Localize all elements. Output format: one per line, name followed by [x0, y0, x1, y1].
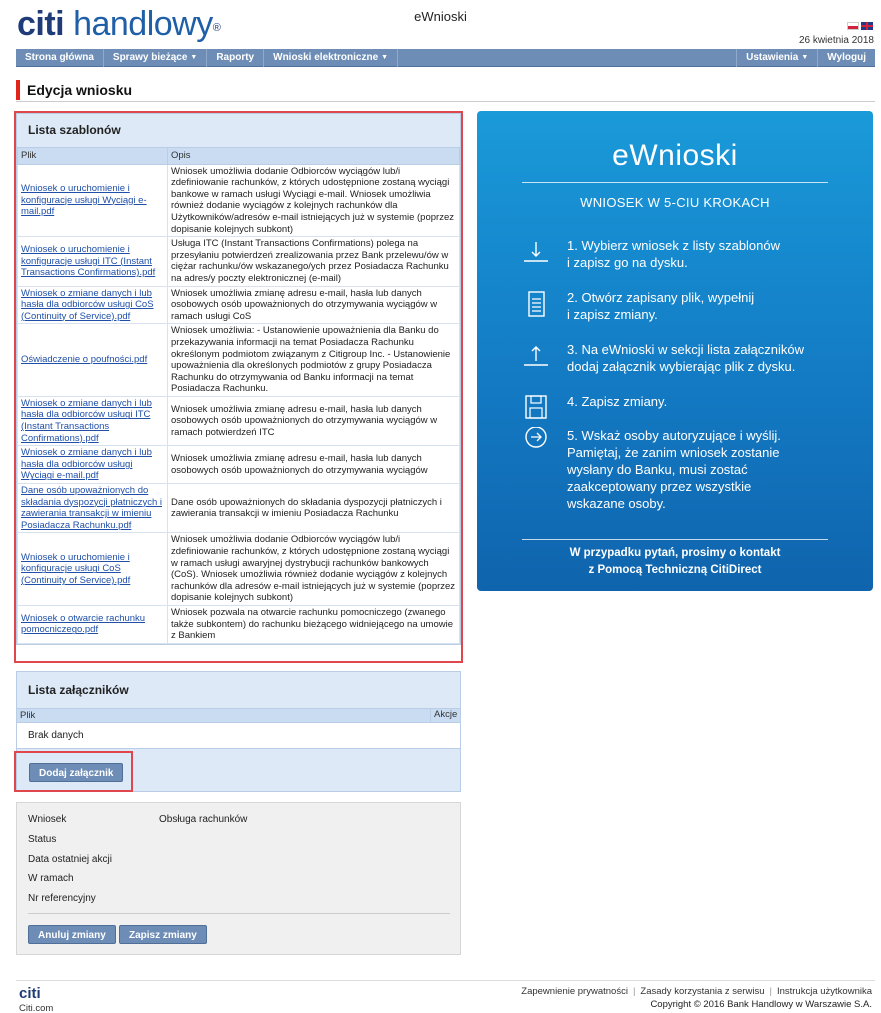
step-3-text: 3. Na eWnioski w sekcji lista załączników dodaj załącznik wybierając plik z dysku.: [567, 342, 804, 374]
info-label: Wniosek: [28, 814, 67, 825]
header: [0, 0, 881, 48]
template-file-link[interactable]: Wniosek o zmiane danych i lub hasła dla odbiorców usługi ITC (Instant Transactions Confirmations).pdf: [21, 397, 152, 444]
info-row-status: [28, 834, 56, 845]
add-attachment-button[interactable]: Dodaj załącznik: [29, 763, 123, 782]
copyright: Copyright © 2016 Bank Handlowy w Warszawie S.A.: [650, 999, 872, 1010]
nav-item-label: Sprawy bieżące: [112, 51, 188, 63]
banner-title: eWnioski: [612, 139, 738, 172]
column-header-description[interactable]: Opis: [168, 148, 460, 165]
banner-divider: [522, 539, 828, 540]
page-title: Edycja wniosku: [27, 82, 133, 98]
nav-item-label: Wyloguj: [827, 51, 866, 63]
templates-title: Lista szablonów: [28, 123, 121, 137]
caret-down-icon: ▼: [801, 53, 809, 61]
info-row-wniosek: [28, 814, 248, 825]
user-guide-link[interactable]: Instrukcja użytkownika: [776, 986, 872, 997]
info-value: Obsługa rachunków: [159, 814, 248, 825]
nav-item-label: Ustawienia: [746, 51, 799, 63]
page-title-bar: [16, 80, 875, 102]
template-description: Wniosek umożliwia zmianę adresu e-mail, hasła lub danych osobowych osób upoważnionych do otrzymywania wyciągów: [168, 446, 460, 484]
banner-divider: [522, 182, 828, 183]
current-date: 26 kwietnia 2018: [798, 35, 874, 46]
privacy-link[interactable]: Zapewnienie prywatności: [521, 986, 628, 997]
nav-item-settings[interactable]: [736, 49, 817, 67]
template-file-link[interactable]: Wniosek o zmiane danych i lub hasła dla odbiorców usługi CoS (Continuity of Service).pdf: [21, 287, 154, 322]
footer-links: [521, 986, 872, 997]
step-2-text: 2. Otwórz zapisany plik, wypełnij i zapisz zmiany.: [567, 290, 755, 322]
logo-citi: citi: [17, 5, 65, 43]
info-label: Data ostatniej akcji: [28, 854, 112, 865]
save-changes-button[interactable]: Zapisz zmiany: [119, 925, 207, 944]
caret-down-icon: ▼: [381, 53, 389, 61]
ewnioski-steps-banner: [477, 111, 873, 591]
application-info-panel: [16, 802, 461, 955]
column-header-actions: Akcje: [430, 708, 460, 723]
logo-handlowy: handlowy: [64, 5, 213, 43]
title-accent: [16, 80, 20, 100]
footer-divider: [16, 980, 875, 981]
nav-item-reports[interactable]: [207, 49, 264, 67]
template-description: Wniosek umożliwia: - Ustanowienie upoważnienia dla Banku do przekazywania informacji na temat Posiadacza Rachunku określonym podmiotom związanym z Citigroup Inc. - Ustanowienie upoważnienia dla określonych podmiotów z grupy Posiadacza Rachunku do otrzymywania od Banku informacji na temat Posiadacza Rachunku.: [168, 324, 460, 397]
template-description: Wniosek pozwala na otwarcie rachunku pomocniczego (zwanego także subkontem) do rachunku bieżącego widniejącego na umowie z Bankiem: [168, 605, 460, 643]
step-text: [567, 393, 867, 410]
step-text: [567, 237, 867, 271]
footer-link-separator: |: [632, 986, 636, 997]
info-label: Status: [28, 834, 57, 845]
template-file-link[interactable]: Oświadczenie o poufności.pdf: [21, 354, 148, 366]
template-description: Dane osób upoważnionych do składania dyspozycji płatniczych i zawierania transakcji w imieniu Posiadacza Rachunku: [168, 484, 460, 533]
template-file-link[interactable]: Dane osób upoważnionych do składania dyspozycji płatniczych i zawierania transakcji w imieniu Posiadacza Rachunku.pdf: [21, 485, 162, 531]
templates-highlight: [14, 111, 463, 663]
nav-item-current-matters[interactable]: [104, 49, 207, 67]
nav-item-label: Wnioski elektroniczne: [273, 51, 379, 63]
step-4-text: 4. Zapisz zmiany.: [567, 394, 668, 409]
info-label: Nr referencyjny: [28, 893, 96, 904]
footer-link-separator: |: [769, 986, 772, 997]
add-attachment-highlight: [14, 751, 133, 792]
column-header-file[interactable]: Plik: [18, 148, 168, 165]
attachments-title: Lista załączników: [28, 683, 129, 697]
banner-contact-note: [477, 545, 873, 579]
footer-domain[interactable]: Citi.com: [19, 1003, 54, 1013]
terms-link[interactable]: Zasady korzystania z serwisu: [640, 986, 765, 997]
logo-registered-mark: ®: [212, 22, 221, 34]
logout-button[interactable]: [817, 49, 875, 67]
arrow-circle-icon: [521, 427, 551, 457]
cancel-changes-button[interactable]: Anuluj zmiany: [28, 925, 116, 944]
info-label: W ramach: [28, 873, 74, 884]
template-description: Wniosek umożliwia dodanie Odbiorców wyciągów lub/i zdefiniowanie rachunków, z których udostępnione zostaną wyciągi w ramach usługi awaryjnej dystrybucji rachunków bankowych (CoS). Wniosek umożliwia również dodanie wyciągów z kolejnych rachunków dla adresów e-mail istniejących już w systemie (poprzez dopisanie kolejnych subkont): [168, 533, 460, 606]
footer-citi-logo[interactable]: citi: [19, 985, 41, 1002]
nav-item-label: Raporty: [216, 51, 255, 63]
template-description: Wniosek umożliwia dodanie Odbiorców wyciągów lub/i zdefiniowanie rachunków, z których udostępnione zostaną wyciągi bankowe w ramach usługi Wyciągi e-mail. Wniosek umożliwia również dodanie wyciągów z kolejnych rachunków dla Użytkowników/adresów e-mail istniejących już w systemie (poprzez dopisanie kolejnych subkont): [168, 164, 460, 237]
attachments-header: [17, 708, 460, 723]
nav-item-home[interactable]: [16, 49, 104, 67]
download-icon: [521, 237, 551, 267]
polish-flag-icon[interactable]: [847, 22, 859, 30]
template-file-link[interactable]: Wniosek o uruchomienie i konfiguracje usługi ITC (Instant Transactions Confirmations).pdf: [21, 243, 156, 279]
nav-item-label: Strona główna: [25, 51, 94, 63]
info-row-last-action: [28, 854, 112, 865]
english-flag-icon[interactable]: [861, 22, 873, 30]
template-description: Wniosek umożliwia zmianę adresu e-mail, hasła lub danych osobowych osób upoważnionych do otrzymywania wyciągów w ramach potwierdzeń ITC: [168, 396, 460, 445]
language-switcher: [847, 22, 873, 30]
step-text: [567, 341, 867, 375]
app-title: eWnioski: [414, 9, 467, 24]
nav-item-electronic-applications[interactable]: [264, 49, 398, 67]
step-5-text: 5. Wskaż osoby autoryzujące i wyślij. Pamiętaj, że zanim wniosek zostanie wysłany do Banku, musi zostać zaakceptowany przez wszystkie wskazane osoby.: [567, 428, 781, 511]
template-file-link[interactable]: Wniosek o uruchomienie i konfiguracje usługi Wyciągi e-mail.pdf: [21, 182, 147, 218]
template-file-link[interactable]: Wniosek o uruchomienie i konfiguracje usługi CoS (Continuity of Service).pdf: [21, 551, 131, 586]
document-icon: [521, 289, 551, 319]
main-nav: [16, 49, 875, 67]
step-text: [567, 289, 867, 323]
column-header-file: Plik: [20, 710, 36, 721]
upload-icon: [521, 341, 551, 371]
caret-down-icon: ▼: [190, 53, 198, 61]
banner-subtitle: WNIOSEK W 5-CIU KROKACH: [580, 195, 770, 210]
save-icon: [521, 393, 551, 423]
contact-note-text: W przypadku pytań, prosimy o kontakt z Pomocą Techniczną CitiDirect: [569, 547, 781, 576]
step-text: [567, 427, 867, 512]
info-row-scope: [28, 873, 74, 884]
template-description: Wniosek umożliwia zmianę adresu e-mail, hasła lub danych osobowych osób upoważnionych do otrzymywania wyciągów w ramach usługi CoS: [168, 286, 460, 324]
attachments-empty-message: Brak danych: [17, 723, 460, 749]
template-description: Usługa ITC (Instant Transactions Confirmations) polega na przesyłaniu potwierdzeń zrealizowania przez Bank przelewu/ów w ciężar rachunku/ów wskazanego/ych przez Posiadacza Rachunku na adres/y poczty elektronicznej (e-mail): [168, 237, 460, 286]
info-row-reference: [28, 893, 96, 904]
divider: [28, 913, 450, 914]
template-file-link[interactable]: Wniosek o zmiane danych i lub hasła dla odbiorców usługi Wyciągi e-mail.pdf: [21, 447, 152, 482]
template-file-link[interactable]: Wniosek o otwarcie rachunku pomocniczego.pdf: [21, 612, 146, 636]
step-1-text: 1. Wybierz wniosek z listy szablonów i zapisz go na dysku.: [567, 238, 781, 270]
